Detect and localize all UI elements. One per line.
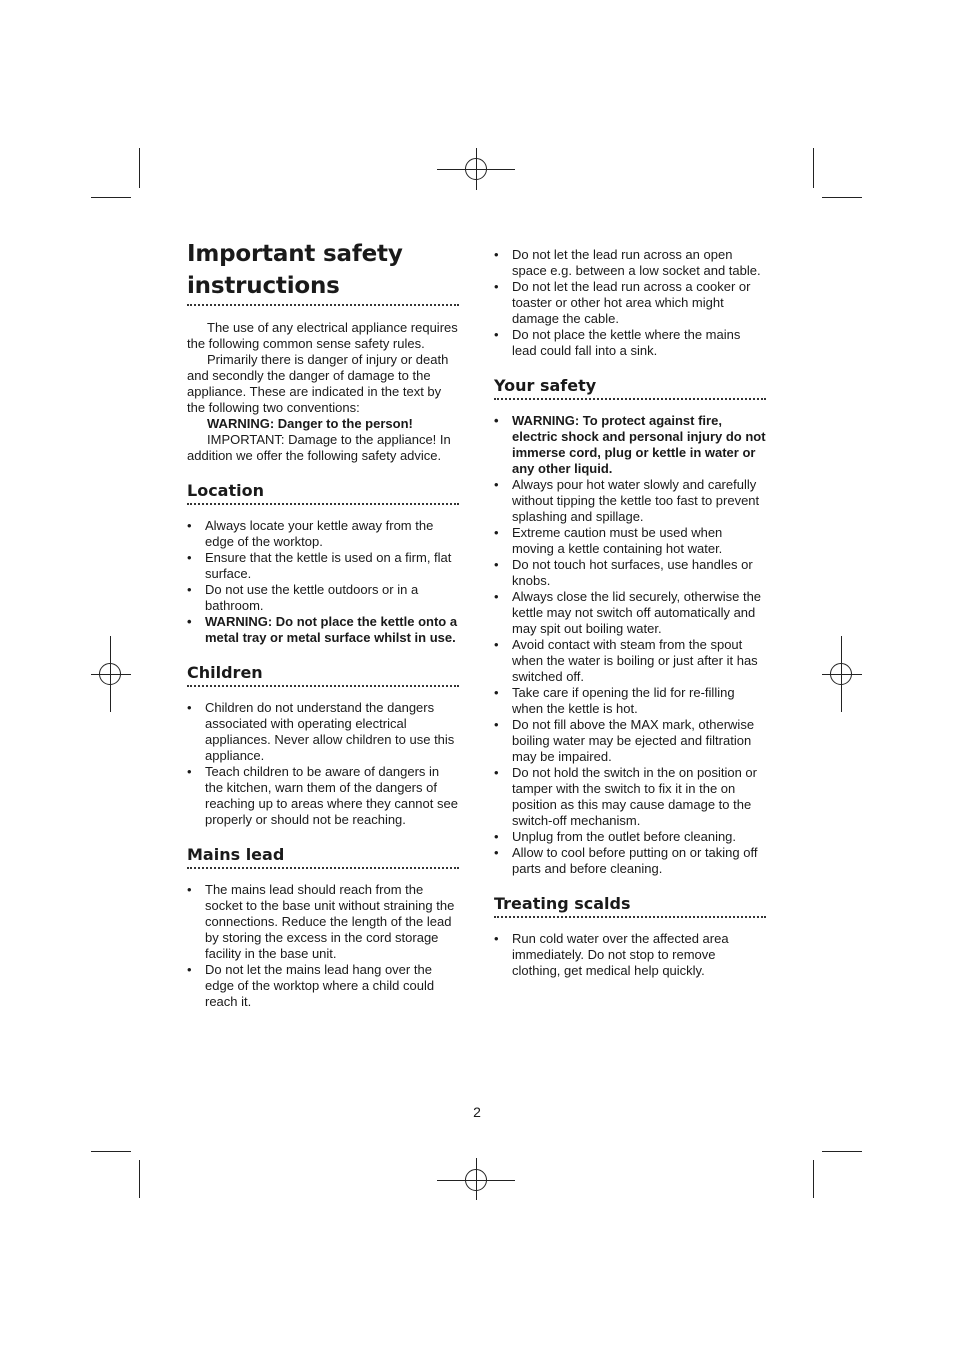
section-treating-scalds — [494, 894, 766, 979]
warning-convention: WARNING: Danger to the person! — [207, 416, 413, 431]
list-item: • Run cold water over the affected area immediately. Do not stop to remove clothing, get medical help quickly. — [494, 931, 766, 979]
intro-paragraph: Primarily there is danger of injury or death and secondly the danger of damage to the appliance. These are indicated in the text by the following two conventions: — [187, 352, 449, 415]
section-heading: Treating scalds — [494, 894, 766, 918]
list-item-warning: • WARNING: Do not place the kettle onto a metal tray or metal surface whilst in use. — [187, 614, 459, 646]
crop-mark — [91, 1151, 131, 1152]
page-number: 2 — [473, 1104, 481, 1120]
list-item: • Take care if opening the lid for re-filling when the kettle is hot. — [494, 685, 766, 717]
list-item: • Do not let the mains lead hang over the edge of the worktop where a child could reach it. — [187, 962, 459, 1010]
crop-mark — [139, 1160, 140, 1198]
list-item: • The mains lead should reach from the socket to the base unit without straining the connections. Reduce the length of the lead by storing the excess in the cord storage facility in the base unit. — [187, 882, 459, 962]
section-mains-lead — [187, 845, 459, 1010]
section-children — [187, 663, 459, 828]
important-convention: IMPORTANT: Damage to the appliance! In addition we offer the following safety advice. — [187, 432, 451, 463]
list-item: • Do not fill above the MAX mark, otherwise boiling water may be ejected and filtration may be impaired. — [494, 717, 766, 765]
section-location — [187, 481, 459, 646]
intro-paragraph: The use of any electrical appliance requires the following common sense safety rules. — [187, 320, 458, 351]
right-column — [494, 247, 766, 979]
section-heading: Mains lead — [187, 845, 459, 869]
crop-mark — [822, 1151, 862, 1152]
list-item: • Unplug from the outlet before cleaning. — [494, 829, 766, 845]
crop-mark — [813, 148, 814, 188]
section-heading: Location — [187, 481, 459, 505]
page-title: Important safety instructions — [187, 238, 459, 306]
mains-lead-continued — [494, 247, 766, 359]
list-item: • Do not touch hot surfaces, use handles or knobs. — [494, 557, 766, 589]
list-item: • Do not hold the switch in the on position or tamper with the switch to fix it in the on position as this may cause damage to the switch-off mechanism. — [494, 765, 766, 829]
crop-mark — [813, 1160, 814, 1198]
list-item: • Always close the lid securely, otherwise the kettle may not switch off automatically and may spit out boiling water. — [494, 589, 766, 637]
intro — [187, 320, 459, 464]
list-item: • Always locate your kettle away from the edge of the worktop. — [187, 518, 459, 550]
crop-mark — [822, 197, 862, 198]
list-item: • Ensure that the kettle is used on a firm, flat surface. — [187, 550, 459, 582]
section-heading: Children — [187, 663, 459, 687]
section-your-safety — [494, 376, 766, 877]
list-item: • Avoid contact with steam from the spout when the water is boiling or just after it has switched off. — [494, 637, 766, 685]
list-item: • Always pour hot water slowly and carefully without tipping the kettle too fast to prevent splashing and spillage. — [494, 477, 766, 525]
list-item: • Children do not understand the dangers associated with operating electrical appliances. Never allow children to use this appliance. — [187, 700, 459, 764]
list-item-warning: • WARNING: To protect against fire, electric shock and personal injury do not immerse cord, plug or kettle in water or any other liquid. — [494, 413, 766, 477]
left-column — [187, 238, 459, 1010]
list-item: • Do not let the lead run across a cooker or toaster or other hot area which might damage the cable. — [494, 279, 766, 327]
list-item: • Do not use the kettle outdoors or in a bathroom. — [187, 582, 459, 614]
list-item: • Extreme caution must be used when moving a kettle containing hot water. — [494, 525, 766, 557]
list-item: • Do not let the lead run across an open space e.g. between a low socket and table. — [494, 247, 766, 279]
crop-mark — [139, 148, 140, 188]
list-item: • Allow to cool before putting on or taking off parts and before cleaning. — [494, 845, 766, 877]
crop-mark — [91, 197, 131, 198]
list-item: • Do not place the kettle where the mains lead could fall into a sink. — [494, 327, 766, 359]
section-heading: Your safety — [494, 376, 766, 400]
list-item: • Teach children to be aware of dangers in the kitchen, warn them of the dangers of reaching up to areas where they cannot see properly or should not be reaching. — [187, 764, 459, 828]
